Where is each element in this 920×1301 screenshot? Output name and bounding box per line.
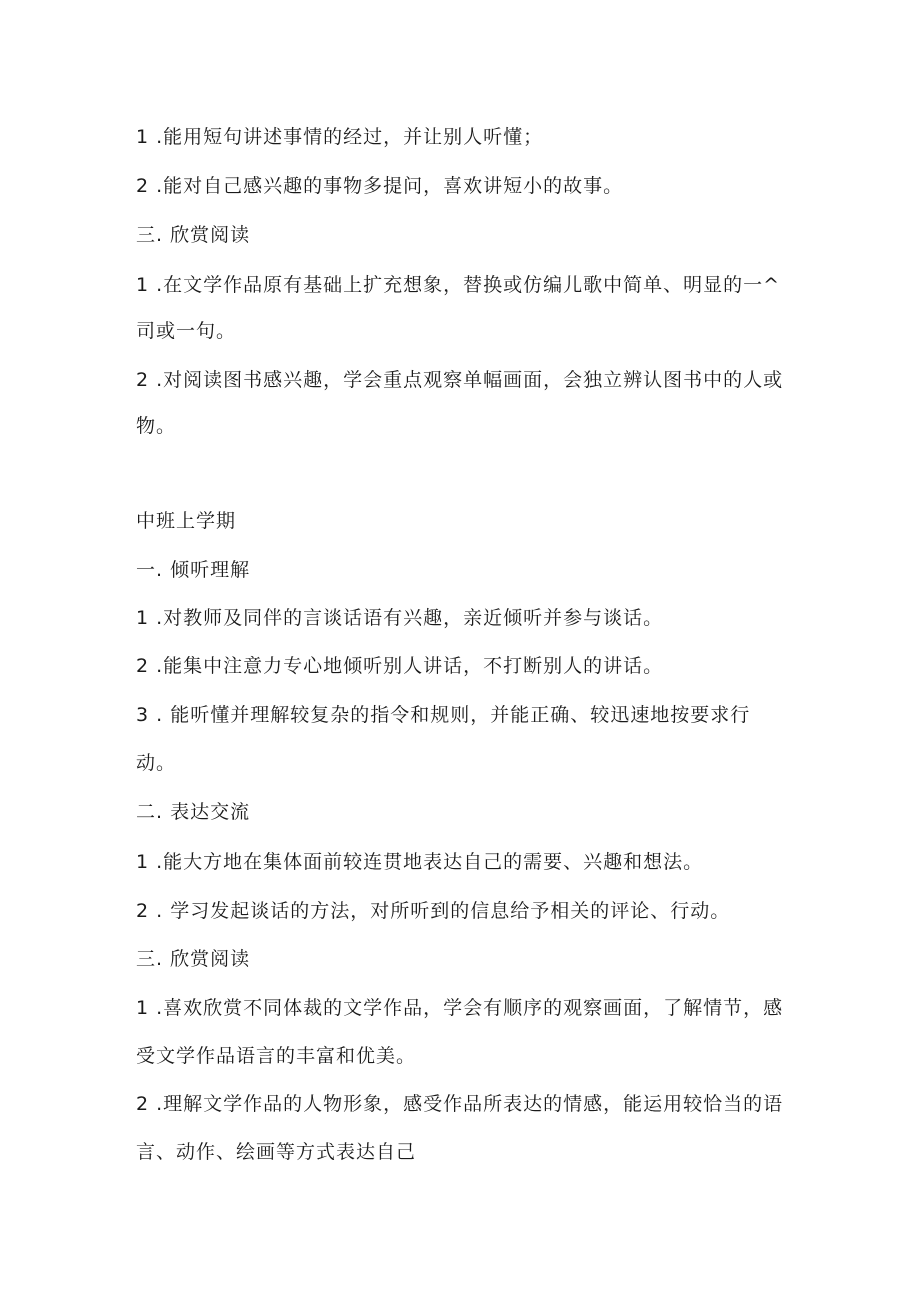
section-heading-reading: 三. 欣赏阅读 <box>136 224 251 246</box>
section-heading-listening: 一. 倾听理解 <box>136 559 251 581</box>
reading-item-1-line1: 1 .在文学作品原有基础上扩充想象，替换或仿编儿歌中简单、明显的一^ <box>136 274 781 296</box>
listening-item-3-line1: 3 . 能听懂并理解较复杂的指令和规则，并能正确、较迅速地按要求行 <box>136 704 751 726</box>
listening-item-3-line2: 动。 <box>136 752 177 774</box>
reading2-item-2-line1: 2 .理解文学作品的人物形象，感受作品所表达的情感，能运用较恰当的语 <box>136 1093 784 1115</box>
expression-item-1: 1 .能用短句讲述事情的经过，并让别人听懂； <box>136 126 544 148</box>
expression2-item-2: 2 . 学习发起谈话的方法，对所听到的信息给予相关的评论、行动。 <box>136 900 731 922</box>
term-title: 中班上学期 <box>136 510 237 532</box>
listening-item-2: 2 .能集中注意力专心地倾听别人讲话，不打断别人的讲话。 <box>136 655 664 677</box>
reading2-item-2-line2: 言、动作、绘画等方式表达自己 <box>136 1141 417 1163</box>
section-heading-reading-2: 三. 欣赏阅读 <box>136 948 251 970</box>
reading-item-2-line2: 物。 <box>136 415 177 437</box>
reading-item-2-line1: 2 .对阅读图书感兴趣，学会重点观察单幅画面，会独立辨认图书中的人或 <box>136 369 784 391</box>
reading-item-1-line2: 司或一句。 <box>136 320 237 342</box>
listening-item-1: 1 .对教师及同伴的言谈话语有兴趣，亲近倾听并参与谈话。 <box>136 607 664 629</box>
expression-item-2: 2 .能对自己感兴趣的事物多提问，喜欢讲短小的故事。 <box>136 175 624 197</box>
reading2-item-1-line2: 受文学作品语言的丰富和优美。 <box>136 1045 417 1067</box>
reading2-item-1-line1: 1 .喜欢欣赏不同体裁的文学作品，学会有顺序的观察画面，了解情节，感 <box>136 997 784 1019</box>
expression2-item-1: 1 .能大方地在集体面前较连贯地表达自己的需要、兴趣和想法。 <box>136 851 704 873</box>
section-heading-expression: 二. 表达交流 <box>136 801 251 823</box>
